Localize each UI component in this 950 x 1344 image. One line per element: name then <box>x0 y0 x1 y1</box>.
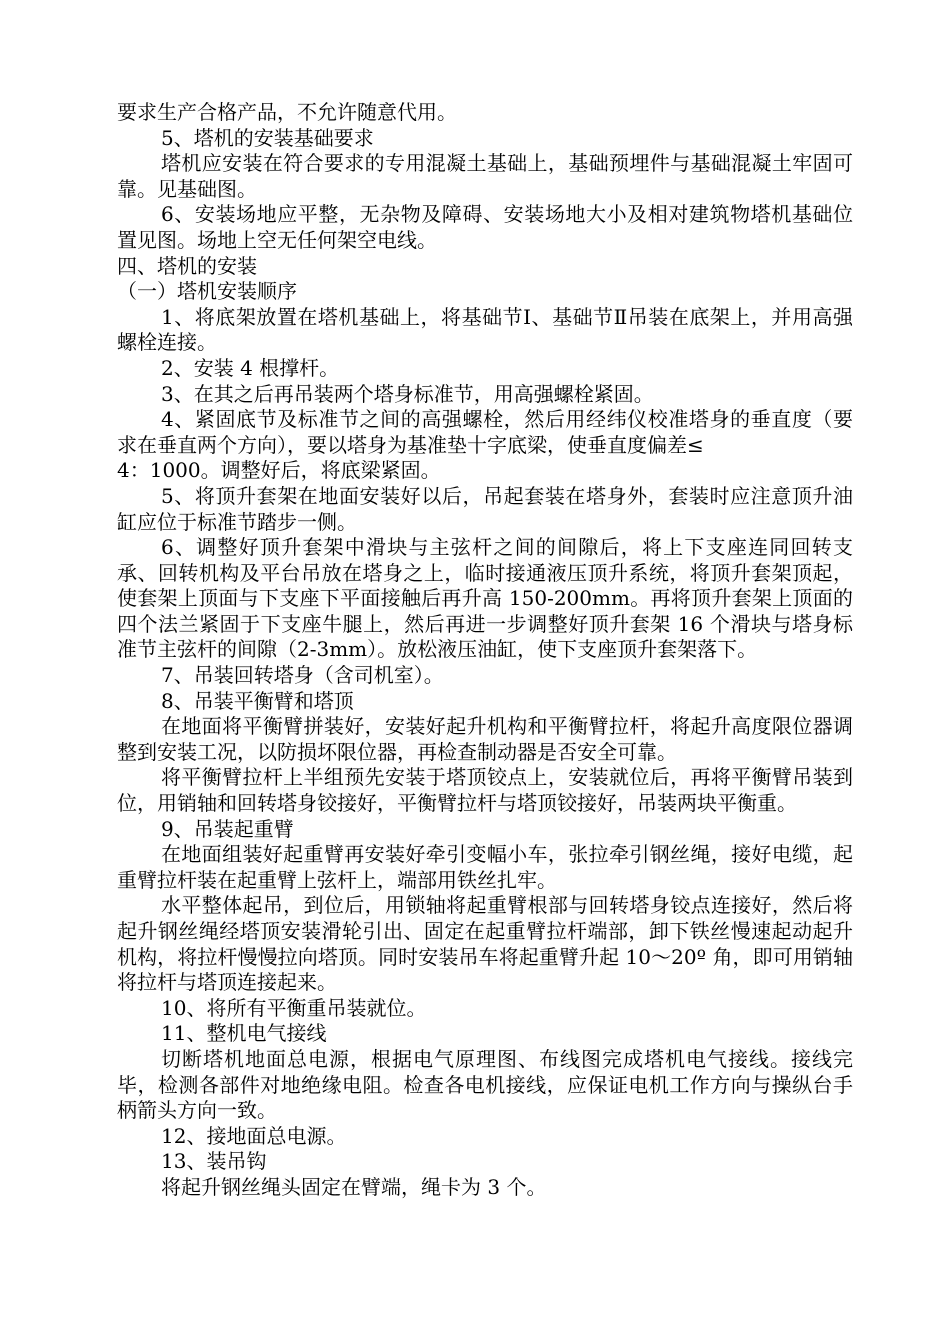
step-9-paragraph-a: 在地面组装好起重臂再安装好牵引变幅小车，张拉牵引钢丝绳，接好电缆，起重臂拉杆装在起重臂上弦杆上，端部用铁丝扎牢。 <box>117 842 853 892</box>
step-13-paragraph: 将起升钢丝绳头固定在臂端，绳卡为 3 个。 <box>161 1174 547 1199</box>
step-3-paragraph: 3、在其之后再吊装两个塔身标准节，用高强螺栓紧固。 <box>161 381 654 406</box>
paragraph-foundation-description: 塔机应安装在符合要求的专用混凝土基础上，基础预埋件与基础混凝土牢固可靠。见基础图。 <box>117 151 853 201</box>
step-11-heading: 11、整机电气接线 <box>161 1021 327 1046</box>
document-page <box>117 100 853 1201</box>
subsection-heading-installation-order: （一）塔机安装顺序 <box>117 279 297 304</box>
paragraph-requirement-continuation: 要求生产合格产品，不允许随意代用。 <box>117 100 457 124</box>
step-4-ratio-line: 4：1000。调整好后，将底梁紧固。 <box>117 458 441 483</box>
step-8-paragraph-a: 在地面将平衡臂拼装好，安装好起升机构和平衡臂拉杆，将起升高度限位器调整到安装工况，以防损坏限位器，再检查制动器是否安全可靠。 <box>117 714 853 764</box>
step-9-heading: 9、吊装起重臂 <box>161 816 294 841</box>
step-5-paragraph: 5、将顶升套架在地面安装好以后，吊起套装在塔身外，套装时应注意顶升油缸应位于标准节踏步一侧。 <box>117 483 853 534</box>
section-heading-installation: 四、塔机的安装 <box>117 253 257 278</box>
step-9-paragraph-b: 水平整体起吊，到位后，用锁轴将起重臂根部与回转塔身铰点连接好，然后将起升钢丝绳经塔顶安装滑轮引出、固定在起重臂拉杆端部，卸下铁丝慢速起动起升机构，将拉杆慢慢拉向塔顶。同时安装吊车将起重臂升起 10～20º 角，即可用销轴将拉杆与塔顶连接起来。 <box>117 893 853 995</box>
step-1-paragraph: 1、将底架放置在塔机基础上，将基础节Ⅰ、基础节Ⅱ吊装在底架上，并用高强螺栓连接。 <box>117 304 853 355</box>
heading-foundation-requirements: 5、塔机的安装基础要求 <box>161 125 374 150</box>
step-7-paragraph: 7、吊装回转塔身（含司机室）。 <box>161 663 444 688</box>
step-8-heading: 8、吊装平衡臂和塔顶 <box>161 688 354 713</box>
paragraph-site-requirements: 6、安装场地应平整，无杂物及障碍、安装场地大小及相对建筑物塔机基础位置见图。场地上空无任何架空电线。 <box>117 202 853 252</box>
step-11-paragraph: 切断塔机地面总电源，根据电气原理图、布线图完成塔机电气接线。接线完毕，检测各部件对地绝缘电阻。检查各电机接线，应保证电机工作方向与操纵台手柄箭头方向一致。 <box>117 1046 853 1123</box>
step-13-heading: 13、装吊钩 <box>161 1149 267 1174</box>
step-8-paragraph-b: 将平衡臂拉杆上半组预先安装于塔顶铰点上，安装就位后，再将平衡臂吊装到位，用销轴和回转塔身铰接好，平衡臂拉杆与塔顶铰接好，吊装两块平衡重。 <box>117 765 853 816</box>
step-12-paragraph: 12、接地面总电源。 <box>161 1123 347 1148</box>
step-2-paragraph: 2、安装 4 根撑杆。 <box>161 355 340 380</box>
step-4-paragraph: 4、紧固底节及标准节之间的高强螺栓，然后用经纬仪校准塔身的垂直度（要求在垂直两个方向），要以塔身为基准垫十字底梁，使垂直度偏差≤ <box>117 407 853 457</box>
step-6-paragraph: 6、调整好顶升套架中滑块与主弦杆之间的间隙后，将上下支座连同回转支承、回转机构及平台吊放在塔身之上，临时接通液压顶升系统，将顶升套架顶起，使套架上顶面与下支座下平面接触后再升高 150-200mm。再将顶升套架上顶面的四个法兰紧固于下支座牛腿上，然后再进一步调整好顶升套架 16 个滑块与塔身标准节主弦杆的间隙（2-3mm）。放松液压油缸，使下支座顶升套架落下。 <box>117 535 853 662</box>
step-10-paragraph: 10、将所有平衡重吊装就位。 <box>161 995 427 1020</box>
